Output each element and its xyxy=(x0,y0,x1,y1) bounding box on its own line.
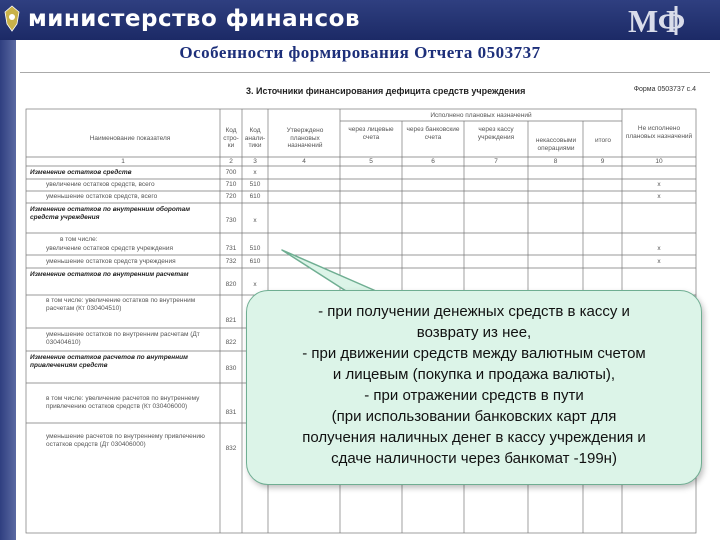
row-name: уменьшение остатков по внутренним расчетам (Дт 030404610) xyxy=(46,331,200,346)
row-analytics: x xyxy=(253,169,257,176)
row-code: 732 xyxy=(225,258,237,265)
row-name: Изменение остатков расчетов по внутренним привлечениям средств xyxy=(30,354,188,369)
column-number: 10 xyxy=(655,158,663,165)
column-header-noncash: некассовыми операциями xyxy=(535,137,577,152)
row-analytics: x xyxy=(253,281,257,288)
callout-line: и лицевым (покупка и продажа валюты), xyxy=(332,366,616,383)
column-number: 5 xyxy=(369,158,373,165)
column-header-code-analytics: Код анали-тики xyxy=(244,127,266,149)
row-not-executed: x xyxy=(657,245,661,252)
row-code: 820 xyxy=(225,281,237,288)
form-number: Форма 0503737 с.4 xyxy=(633,86,696,93)
brand-name: министерство финансов xyxy=(28,6,361,32)
row-name: Изменение остатков средств xyxy=(30,169,132,176)
column-header-code-line: Код стро-ки xyxy=(223,127,239,149)
column-number: 2 xyxy=(229,158,233,165)
row-code: 831 xyxy=(225,409,237,416)
row-code: 821 xyxy=(225,317,237,324)
callout-line: сдаче наличности через банкомат -199н) xyxy=(331,450,617,467)
column-number: 6 xyxy=(431,158,435,165)
callout-line: - при получении денежных средств в кассу и xyxy=(318,303,630,320)
row-not-executed: x xyxy=(657,193,661,200)
form-section-heading: 3. Источники финансирования дефицита средств учреждения xyxy=(246,86,526,96)
row-name: уменьшение остатков средств, всего xyxy=(46,193,158,200)
row-name: в том числе: увеличение остатков по внутренним расчетам (Кт 030404510) xyxy=(46,297,196,312)
row-not-executed: x xyxy=(657,181,661,188)
row-name: увеличение остатков средств учреждения xyxy=(46,245,174,252)
callout-box xyxy=(246,290,702,485)
callout-line: (при использовании банковских карт для xyxy=(331,408,617,425)
row-code: 830 xyxy=(225,365,237,372)
row-code: 720 xyxy=(225,193,237,200)
row-analytics: 610 xyxy=(249,193,261,200)
row-name: в том числе: xyxy=(60,236,98,243)
column-number: 8 xyxy=(553,158,558,165)
column-number: 7 xyxy=(494,158,498,165)
row-analytics: x xyxy=(253,217,257,224)
row-code: 832 xyxy=(225,445,237,452)
row-code: 731 xyxy=(225,245,237,252)
callout-line: получения наличных денег в кассу учреждения и xyxy=(302,429,646,446)
slide-title: Особенности формирования Отчета 0503737 xyxy=(179,43,541,62)
row-name: увеличение остатков средств, всего xyxy=(46,181,155,188)
column-header-cash: через кассу учреждения xyxy=(477,126,515,141)
column-header-executed: Исполнено плановых назначений xyxy=(430,112,532,119)
callout-line: - при движении средств между валютным счетом xyxy=(302,345,646,362)
row-not-executed: x xyxy=(657,258,661,265)
row-name: Изменение остатков по внутренним оборотам средств учреждения xyxy=(30,206,191,221)
column-header-total: итого xyxy=(595,137,611,144)
logo-text: МФ xyxy=(628,3,686,38)
row-code: 822 xyxy=(225,339,237,346)
row-code: 700 xyxy=(225,169,237,176)
callout-text xyxy=(247,301,701,469)
callout-line: - при отражении средств в пути xyxy=(364,387,584,404)
row-name: в том числе: увеличение расчетов по внутреннему привлечению остатков средств (Кт 030406000) xyxy=(46,395,200,410)
column-header-bank: через банковские счета xyxy=(406,126,460,141)
column-header-approved: Утверждено плановых назначений xyxy=(286,127,324,149)
column-header-accounts: через лицевые счета xyxy=(348,126,394,141)
callout-line: возврату из нее, xyxy=(416,324,532,341)
column-number: 1 xyxy=(121,158,125,165)
column-number: 4 xyxy=(302,158,306,165)
row-analytics: 610 xyxy=(249,258,261,265)
column-number: 9 xyxy=(600,158,605,165)
row-name: уменьшение остатков средств учреждения xyxy=(46,258,176,265)
row-analytics: 510 xyxy=(249,245,261,252)
column-header-not-executed: Не исполнено плановых назначений xyxy=(625,125,693,140)
row-name: Изменение остатков по внутренним расчетам xyxy=(30,271,189,278)
row-code: 710 xyxy=(225,181,237,188)
row-name: уменьшение расчетов по внутреннему привлечению остатков средств (Дт 030406000) xyxy=(46,433,205,448)
column-header-name: Наименование показателя xyxy=(89,135,171,142)
row-code: 730 xyxy=(225,217,237,224)
column-number: 3 xyxy=(253,158,257,165)
row-analytics: 510 xyxy=(249,181,261,188)
